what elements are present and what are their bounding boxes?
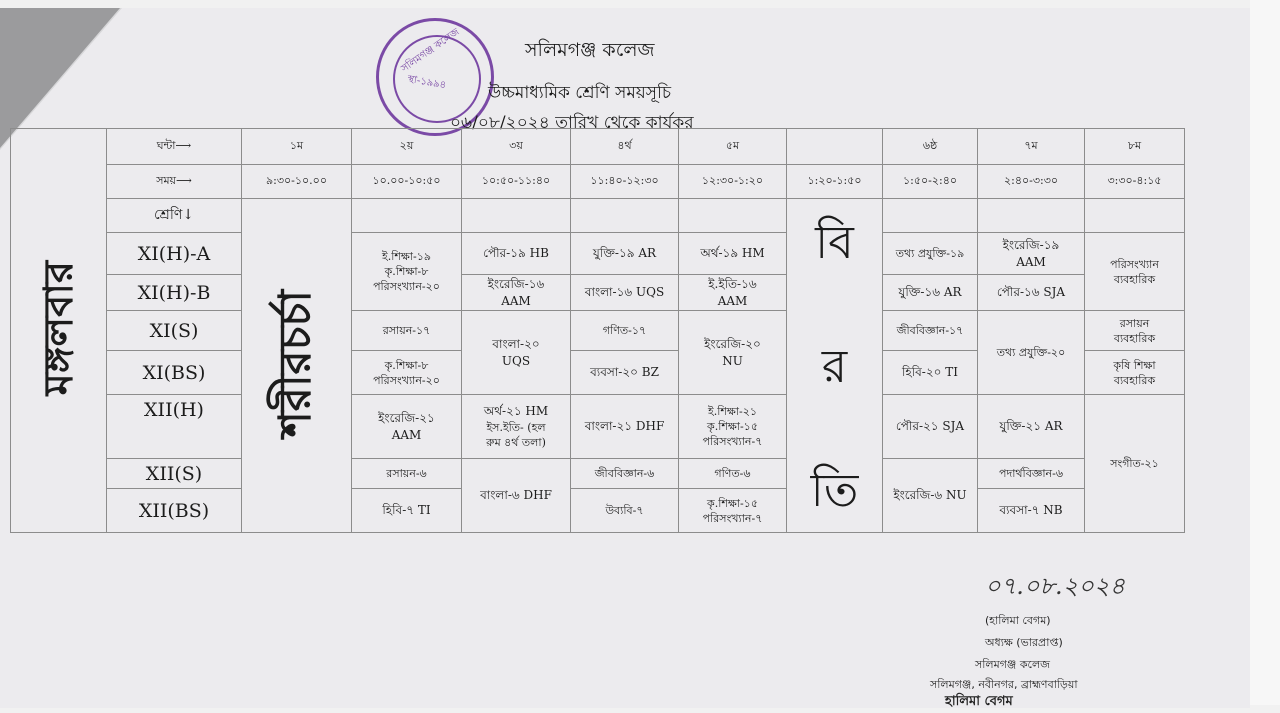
cell: রসায়ন-৬: [352, 459, 462, 489]
cell: পৌর-১৯ HB: [462, 233, 571, 275]
cell: বাংলা-১৬ UQS: [571, 275, 679, 311]
cell: পদার্থবিজ্ঞান-৬: [978, 459, 1085, 489]
cell: ব্যবসা-২০ BZ: [571, 351, 679, 395]
signature-college: সলিমগঞ্জ কলেজ: [975, 658, 1050, 671]
principal-post: অধ্যক্ষ (ভারপ্রাপ্ত): [985, 636, 1063, 649]
period-4: ৪র্থ: [571, 129, 679, 165]
period-1: ১ম: [242, 129, 352, 165]
time-4: ১১:৪০-১২:৩০: [571, 165, 679, 199]
page-fold: [0, 8, 120, 148]
right-margin: [1250, 0, 1280, 705]
hour-row-label: ঘন্টা⟶: [107, 129, 242, 165]
cell: পরিসংখ্যান ব্যবহারিক: [1085, 233, 1185, 311]
time-row-label: সময়⟶: [107, 165, 242, 199]
cell: ইংরেজি-১৬ AAM: [462, 275, 571, 311]
cell: হিবি-২০ TI: [883, 351, 978, 395]
cell: উব্যবি-৭: [571, 489, 679, 533]
period-7: ৭ম: [978, 129, 1085, 165]
cell: তথ্য প্রযুক্তি-১৯: [883, 233, 978, 275]
college-name: সলিমগঞ্জ কলেজ: [525, 39, 655, 61]
cell: হিবি-৭ TI: [352, 489, 462, 533]
cell: ই.ইতি-১৬ AAM: [679, 275, 787, 311]
pe-cell: শরীরচর্চা: [242, 199, 352, 533]
time-1: ৯:৩০-১০.০০: [242, 165, 352, 199]
cell: সংগীত-২১: [1085, 395, 1185, 533]
class-routine-table: [10, 128, 1185, 533]
break-header: [787, 129, 883, 165]
cell: ইংরেজি-২১ AAM: [352, 395, 462, 459]
class-xi-s: XI(S): [107, 311, 242, 351]
cell: গণিত-১৭: [571, 311, 679, 351]
time-2: ১০.০০-১০:৫০: [352, 165, 462, 199]
class-xii-s: XII(S): [107, 459, 242, 489]
college-seal: সলিমগঞ্জ কলেজ স্থা-১৯৯৪: [376, 18, 494, 136]
cell: ইংরেজি-১৯ AAM: [978, 233, 1085, 275]
time-7: ২:৪০-৩:৩০: [978, 165, 1085, 199]
cell: কৃ.শিক্ষা-১৫ পরিসংখ্যান-৭: [679, 489, 787, 533]
cell: অর্থ-২১ HM ইস.ইতি- (হল রুম ৪র্থ তলা): [462, 395, 571, 459]
cell: পৌর-১৬ SJA: [978, 275, 1085, 311]
class-xii-bs: XII(BS): [107, 489, 242, 533]
class-xi-h-a: XI(H)-A: [107, 233, 242, 275]
cell: যুক্তি-১৬ AR: [883, 275, 978, 311]
cell: জীববিজ্ঞান-৬: [571, 459, 679, 489]
time-break: ১:২০-১:৫০: [787, 165, 883, 199]
cell: কৃষি শিক্ষা ব্যবহারিক: [1085, 351, 1185, 395]
signature-address: সলিমগঞ্জ, নবীনগর, ব্রাহ্মণবাড়িয়া: [930, 678, 1078, 691]
class-xi-bs: XI(BS): [107, 351, 242, 395]
class-column-label: শ্রেণি↓: [107, 199, 242, 233]
cell: কৃ.শিক্ষা-৮ পরিসংখ্যান-২০: [352, 351, 462, 395]
cell: ব্যবসা-৭ NB: [978, 489, 1085, 533]
class-xi-h-b: XI(H)-B: [107, 275, 242, 311]
period-8: ৮ম: [1085, 129, 1185, 165]
time-3: ১০:৫০-১১:৪০: [462, 165, 571, 199]
cell: ইংরেজি-২০ NU: [679, 311, 787, 395]
break-cell: বি র তি: [787, 199, 883, 533]
cell: তথ্য প্রযুক্তি-২০: [978, 311, 1085, 395]
cell: পৌর-২১ SJA: [883, 395, 978, 459]
effective-date: ০৬/০৮/২০২৪ তারিখ থেকে কার্যকর: [450, 113, 694, 133]
cell: রসায়ন ব্যবহারিক: [1085, 311, 1185, 351]
time-5: ১২:৩০-১:২০: [679, 165, 787, 199]
time-8: ৩:৩০-৪:১৫: [1085, 165, 1185, 199]
principal-name: (হালিমা বেগম): [985, 614, 1051, 627]
cell: ই.শিক্ষা-২১ কৃ.শিক্ষা-১৫ পরিসংখ্যান-৭: [679, 395, 787, 459]
time-6: ১:৫০-২:৪০: [883, 165, 978, 199]
schedule-title: উচ্চমাধ্যমিক শ্রেণি সময়সূচি: [488, 83, 672, 103]
period-3: ৩য়: [462, 129, 571, 165]
period-2: ২য়: [352, 129, 462, 165]
class-xii-h: XII(H): [107, 395, 242, 459]
cell: যুক্তি-১৯ AR: [571, 233, 679, 275]
cell: গণিত-৬: [679, 459, 787, 489]
period-5: ৫ম: [679, 129, 787, 165]
cell: বাংলা-২১ DHF: [571, 395, 679, 459]
cell: অর্থ-১৯ HM: [679, 233, 787, 275]
signature-date: ০৭.০৮.২০২৪: [985, 572, 1126, 600]
name-stamp: হালিমা বেগম: [945, 694, 1013, 709]
period-6: ৬ষ্ঠ: [883, 129, 978, 165]
cell: যুক্তি-২১ AR: [978, 395, 1085, 459]
cell: রসায়ন-১৭: [352, 311, 462, 351]
cell: ইংরেজি-৬ NU: [883, 459, 978, 533]
cell: বাংলা-২০ UQS: [462, 311, 571, 395]
day-cell: মঙ্গলবার: [11, 129, 107, 533]
cell: জীববিজ্ঞান-১৭: [883, 311, 978, 351]
cell: ই.শিক্ষা-১৯ কৃ.শিক্ষা-৮ পরিসংখ্যান-২০: [352, 233, 462, 311]
cell: বাংলা-৬ DHF: [462, 459, 571, 533]
